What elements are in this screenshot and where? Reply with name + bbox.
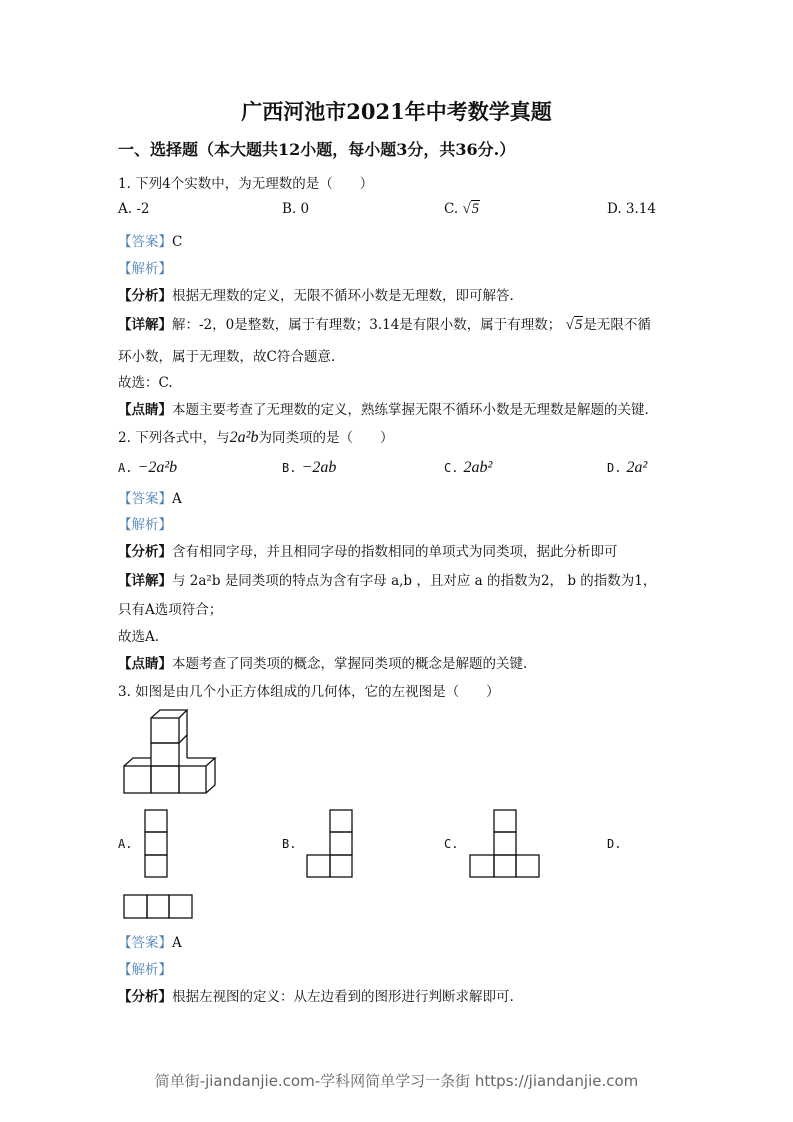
q1-option-b: B. 0	[282, 201, 310, 217]
q1-answer: 【答案】C	[118, 234, 183, 250]
q3-option-d-label: D.	[607, 837, 622, 851]
sqrt-symbol: √5	[462, 201, 480, 217]
q2-option-a: A. −2a²b	[118, 459, 178, 476]
q3-stem: 3. 如图是由几个小正方体组成的几何体，它的左视图是（ ）	[118, 684, 500, 700]
q2-analysis-tag: 【解析】	[118, 517, 172, 533]
q2-xiangjie-cont: 只有A选项符合；	[118, 602, 223, 618]
q3-option-b-figure	[306, 809, 354, 879]
q1-analysis-tag: 【解析】	[118, 261, 172, 277]
q1-dianjing: 【点睛】本题主要考查了无理数的定义，熟练掌握无限不循环小数是无理数是解题的关键.	[118, 402, 649, 418]
q3-answer: 【答案】A	[118, 935, 182, 951]
q3-option-c-label: C.	[444, 837, 459, 851]
q2-option-c: C. 2ab²	[444, 459, 493, 476]
q2-fenxi: 【分析】含有相同字母，并且相同字母的指数相同的单项式为同类项，据此分析即可	[118, 544, 618, 560]
q2-option-b: B. −2ab	[282, 459, 337, 476]
q1-option-d: D. 3.14	[607, 201, 656, 217]
q1-option-a: A. -2	[118, 201, 150, 217]
q3-option-a-figure	[144, 809, 169, 879]
q2-xiangjie: 【详解】与 2a²b 是同类项的特点为含有字母 a,b ，且对应 a 的指数为2， b 的指数为1，	[118, 573, 657, 589]
q2-answer: 【答案】A	[118, 491, 182, 507]
q1-stem: 1. 下列4个实数中，为无理数的是（ ）	[118, 176, 374, 192]
q1-choose: 故选：C.	[118, 375, 173, 391]
q3-fenxi: 【分析】根据左视图的定义：从左边看到的图形进行判断求解即可.	[118, 989, 514, 1005]
footer-watermark: 简单街-jiandanjie.com-学科网简单学习一条街 https://jiandanjie.com	[154, 1072, 639, 1090]
q3-option-a-label: A.	[118, 837, 133, 851]
q1-fenxi: 【分析】根据无理数的定义，无限不循环小数是无理数，即可解答.	[118, 288, 514, 304]
q2-stem: 2. 下列各式中，与2a²b为同类项的是（ ）	[118, 429, 394, 446]
q1-xiangjie-cont: 环小数，属于无理数，故C符合题意.	[118, 349, 336, 365]
q2-option-d: D. 2a²	[607, 459, 648, 476]
section-heading: 一、选择题（本大题共12小题，每小题3分，共36分.）	[118, 140, 516, 159]
q2-dianjing: 【点睛】本题考查了同类项的概念，掌握同类项的概念是解题的关键.	[118, 656, 528, 672]
q3-option-d-figure	[123, 894, 194, 920]
cube-figure	[118, 705, 223, 797]
q3-option-b-label: B.	[282, 837, 297, 851]
q1-option-c: C. √5	[444, 201, 480, 217]
q3-option-c-figure	[469, 809, 541, 879]
q2-choose: 故选A.	[118, 629, 160, 645]
q1-xiangjie: 【详解】解：-2，0是整数，属于有理数；3.14是有限小数，属于有理数； √5是无限不循	[118, 317, 651, 333]
page-title: 广西河池市2021年中考数学真题	[241, 99, 552, 124]
q3-analysis-tag: 【解析】	[118, 962, 172, 978]
